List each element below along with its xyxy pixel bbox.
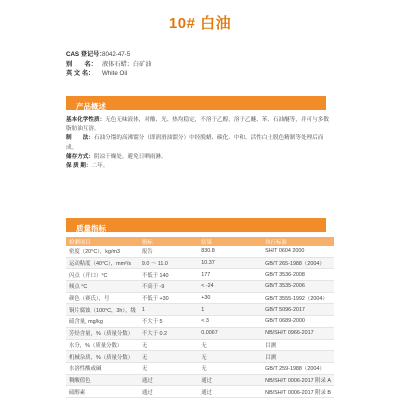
table-cell: 9.0 ～ 11.0 <box>139 257 198 269</box>
meta-key: CAS 登记号： <box>66 51 106 58</box>
column-header: 结果 <box>198 237 262 246</box>
table-cell: GB/T 3555-1992（2004） <box>262 292 334 304</box>
table-cell: 水分，%（质量分数） <box>66 339 139 351</box>
section-title: 质量指标 <box>76 224 106 233</box>
overview-value: 石油分馏的高沸馏分（即润滑油馏分）中经脱蜡、碳化、中和、活性白土脱色精制等处理后而成。 <box>66 135 324 151</box>
table-cell: GB/T 259-1988（2004） <box>262 362 334 374</box>
table-cell: 不大于 5 <box>139 316 198 328</box>
table-cell: +30 <box>198 292 262 304</box>
overview-value: 二年。 <box>91 163 109 170</box>
spec-table-body <box>66 246 334 397</box>
table-cell: 无 <box>139 339 198 351</box>
overview-value: 阴凉干燥处，避免日晒雨淋。 <box>93 153 167 160</box>
table-cell: 通过 <box>198 374 262 386</box>
product-title: 10# 白油 <box>168 15 232 32</box>
table-cell: GB/T 3536-2008 <box>262 269 334 281</box>
table-row <box>66 374 334 386</box>
section-header-spec <box>66 218 326 232</box>
table-row <box>66 339 334 351</box>
table-cell: 芳烃含量，%（质量分数） <box>66 327 139 339</box>
table-cell: 运动粘度（40°C），mm²/s <box>66 257 139 269</box>
table-row <box>66 292 334 304</box>
meta-value: 液体石蜡；白矿油 <box>102 60 152 68</box>
table-row <box>66 257 334 269</box>
meta-value: 8042-47-5 <box>102 51 131 58</box>
overview-storage <box>66 153 334 162</box>
table-row <box>66 351 334 363</box>
product-meta <box>66 50 366 79</box>
table-cell: 报告 <box>139 246 198 257</box>
overview-key: 制 法： <box>66 135 94 142</box>
table-cell: 10.37 <box>198 257 262 269</box>
table-cell: 目测 <box>262 339 334 351</box>
table-cell: GB/T 5096-2017 <box>262 304 334 316</box>
column-header: 检测项目 <box>66 237 139 246</box>
table-cell: 不低于 +30 <box>139 292 198 304</box>
table-cell: 830.8 <box>198 246 262 257</box>
table-cell: NB/SH/T 0006-2017 附录 A <box>262 374 334 386</box>
table-cell: 倾点 °C <box>66 281 139 293</box>
table-cell: 不大于 0.2 <box>139 327 198 339</box>
table-cell: 不高于 -9 <box>139 281 198 293</box>
overview-key: 储存方式： <box>66 153 94 160</box>
table-cell: < -24 <box>198 281 262 293</box>
table-row <box>66 269 334 281</box>
overview-key: 基本化学性质： <box>66 117 106 123</box>
table-cell: 不低于 140 <box>139 269 198 281</box>
table-cell: NB/SH/T 0966-2017 <box>262 327 334 339</box>
table-cell: NB/SH/T 0006-2017 附录 B <box>262 386 334 398</box>
table-cell: 铜片腐蚀（100°C，3h），级 <box>66 304 139 316</box>
overview-basic <box>66 116 334 134</box>
table-cell: SH/T 0604 2000 <box>262 246 334 257</box>
table-cell: 目测 <box>262 351 334 363</box>
table-cell: 无 <box>198 351 262 363</box>
column-header: 指标 <box>139 237 198 246</box>
table-row <box>66 316 334 328</box>
table-row <box>66 327 334 339</box>
table-row <box>66 281 334 293</box>
overview-shelf-life <box>66 162 334 171</box>
table-cell: 通过 <box>139 374 198 386</box>
table-cell: 稠酸值色 <box>66 374 139 386</box>
table-cell: 无 <box>198 362 262 374</box>
overview-value: 无色无味液体，对酸、光、热均稳定，不溶于乙醇，溶于乙醚、苯、石油醚等，并可与多数脂肪油互溶。 <box>66 117 329 133</box>
table-cell: 177 <box>198 269 262 281</box>
table-cell: 无 <box>139 362 198 374</box>
overview-process <box>66 134 334 152</box>
meta-english-name <box>66 69 366 79</box>
table-cell: GB/T 3535-2006 <box>262 281 334 293</box>
section-title: 产品概述 <box>76 102 106 111</box>
overview-key: 保 质 期： <box>66 163 92 170</box>
table-cell: 闪点（开口）°C <box>66 269 139 281</box>
table-cell: 机械杂质，%（质量分数） <box>66 351 139 363</box>
meta-value: White Oil <box>102 70 128 77</box>
table-cell: 无 <box>198 339 262 351</box>
table-cell: 通过 <box>198 386 262 398</box>
table-cell: 硫含量, mg/kg <box>66 316 139 328</box>
table-row <box>66 246 334 257</box>
table-cell: 1 <box>198 304 262 316</box>
table-cell: 通过 <box>139 386 198 398</box>
table-cell: 水溶性酸或碱 <box>66 362 139 374</box>
meta-alias <box>66 60 366 70</box>
table-cell: < 3 <box>198 316 262 328</box>
table-row <box>66 304 334 316</box>
table-cell: GB/T 265-1988（2004） <box>262 257 334 269</box>
table-cell: 硫醇素 <box>66 386 139 398</box>
column-header: 执行标准 <box>262 237 334 246</box>
table-header-row <box>66 237 334 246</box>
table-row <box>66 362 334 374</box>
spec-table <box>66 237 334 398</box>
table-cell: 颜色（赛氏），号 <box>66 292 139 304</box>
table-cell: GB/T 0689-2000 <box>262 316 334 328</box>
table-cell: 无 <box>139 351 198 363</box>
table-cell: 1 <box>139 304 198 316</box>
table-cell: 0.0067 <box>198 327 262 339</box>
meta-key: 英 文 名： <box>66 70 95 77</box>
product-overview <box>66 116 334 171</box>
section-header-overview <box>66 96 326 110</box>
meta-key: 别 名： <box>66 60 97 68</box>
meta-cas <box>66 50 366 60</box>
table-cell: 密度（20°C），kg/m3 <box>66 246 139 257</box>
table-row <box>66 386 334 398</box>
